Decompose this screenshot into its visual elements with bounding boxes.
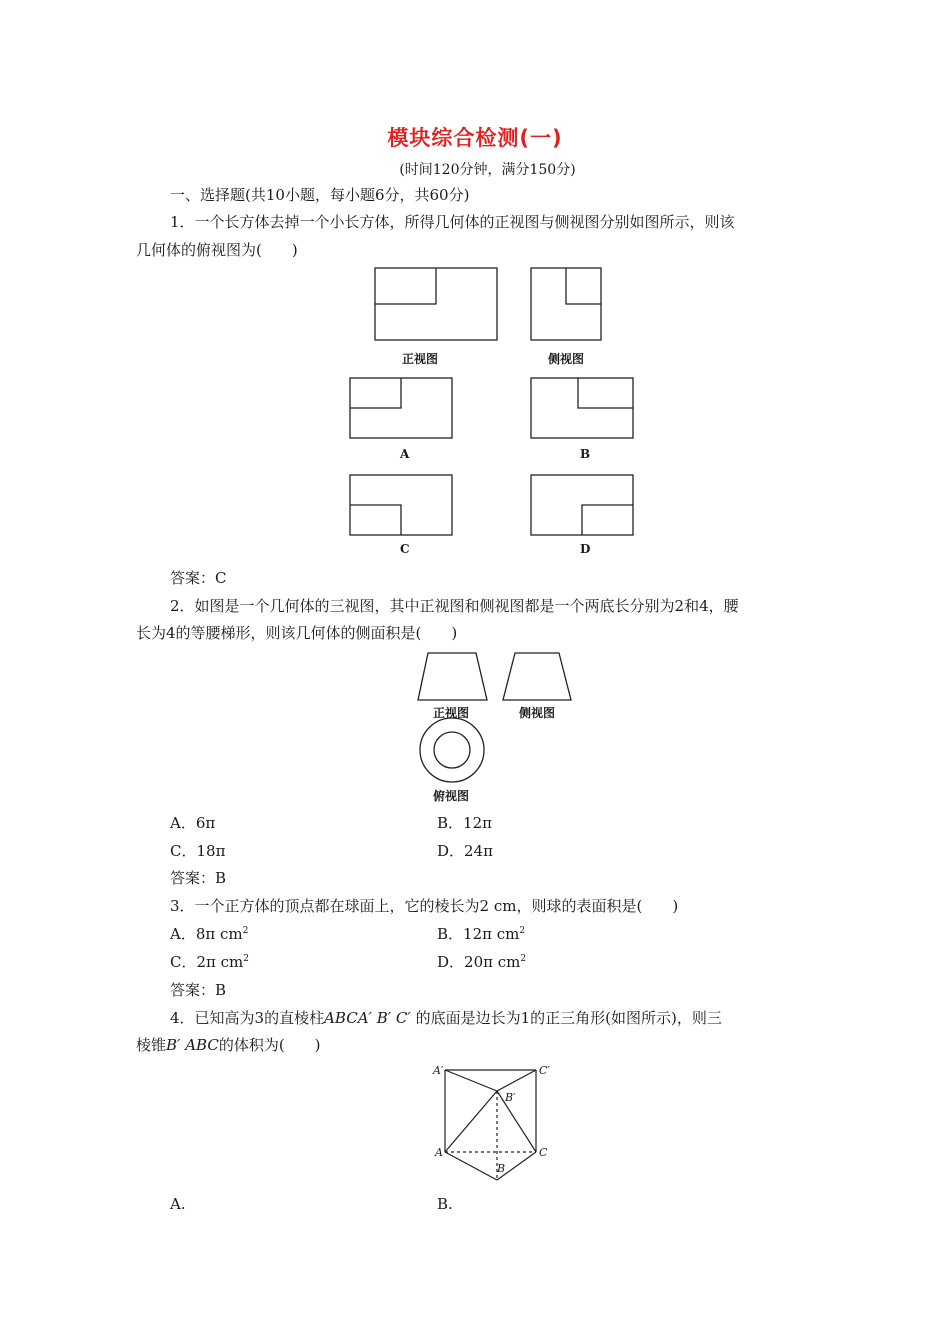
q3-choice-a: A．8π $cm^2$	[170, 925, 249, 943]
q2-choice-d: D．24π	[437, 842, 493, 860]
q2-text-line1: 2．如图是一个几何体的三视图，其中正视图和侧视图都是一个两底长分别为2和4，腰	[170, 597, 739, 615]
q1-text-line2: 几何体的俯视图为( )	[136, 241, 298, 259]
q4-text-line1: 4．已知高为3的直棱柱ABCA′ B′ C′ 的底面是边长为1的正三角形(如图所示)，则三	[170, 1009, 722, 1027]
q1-option-d-label: D	[580, 542, 591, 556]
q4-label-c: C	[539, 1146, 548, 1159]
q3-choice-d: D．20π $cm^2$	[437, 953, 527, 971]
q4-label-c-prime: C′	[539, 1064, 550, 1077]
q3-answer: 答案：B	[170, 981, 227, 999]
q4-label-a-prime: A′	[433, 1064, 444, 1077]
q2-top-label: 俯视图	[433, 789, 470, 803]
q1-option-c-label: C	[400, 542, 410, 556]
q2-choice-a: A．6π	[170, 814, 216, 832]
q4-choice-a: A.	[170, 1195, 186, 1213]
q1-option-a-label: A	[400, 447, 410, 461]
q3-choice-c: C．2π $cm^2$	[170, 953, 250, 971]
q1-answer: 答案：C	[170, 569, 227, 587]
q1-option-b-label: B	[580, 447, 591, 461]
q4-label-a: A	[435, 1146, 443, 1159]
section-heading: 一、选择题(共10小题，每小题6分，共60分)	[170, 186, 470, 204]
q3-choice-b: B．12π $cm^2$	[437, 925, 526, 943]
q4-text-line2: 棱锥B′ ABC的体积为( )	[136, 1036, 321, 1054]
q2-choice-b: B．12π	[437, 814, 492, 832]
q2-answer: 答案：B	[170, 869, 227, 887]
q3-text-line1: 3．一个正方体的顶点都在球面上，它的棱长为2 cm，则球的表面积是( )	[170, 897, 679, 915]
q1-front-label: 正视图	[402, 352, 439, 366]
q1-text-line1: 1．一个长方体去掉一个小长方体，所得几何体的正视图与侧视图分别如图所示，则该	[170, 213, 735, 231]
q4-label-b: B	[497, 1162, 506, 1175]
page-title: 模块综合检测(一)	[387, 126, 563, 150]
q4-choice-b: B.	[437, 1195, 453, 1213]
q2-text-line2: 长为4的等腰梯形，则该几何体的侧面积是( )	[136, 624, 458, 642]
q2-side-label: 侧视图	[519, 706, 556, 720]
q4-label-b-prime: B′	[505, 1091, 516, 1104]
q2-front-label: 正视图	[433, 706, 470, 720]
q2-choice-c: C．18π	[170, 842, 226, 860]
q1-side-label: 侧视图	[548, 352, 585, 366]
time-score-note: (时间120分钟，满分150分)	[399, 162, 576, 178]
